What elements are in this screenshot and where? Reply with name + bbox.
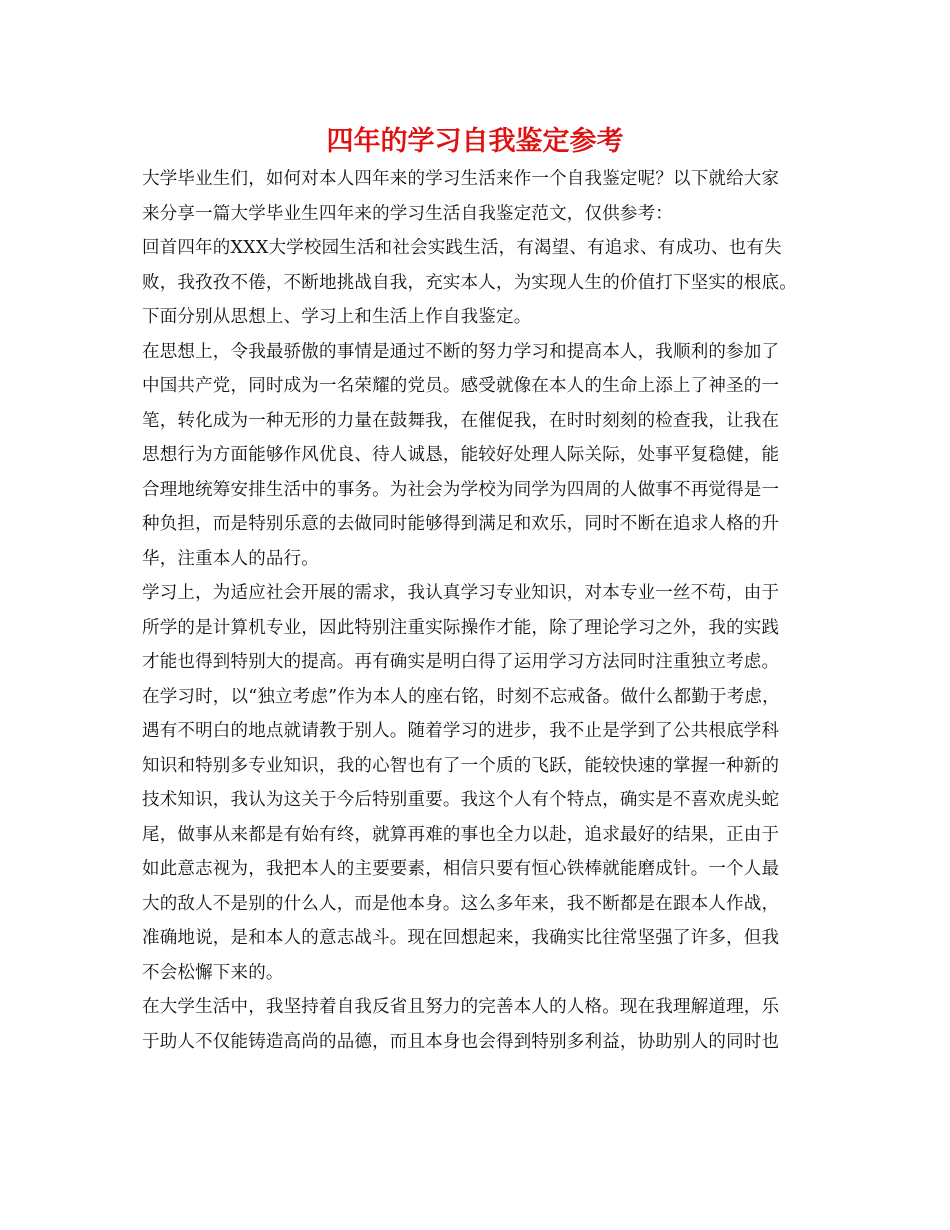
text-line: 思想行为方面能够作风优良、待人诚恳，能较好处理人际关际，处事平复稳健，能 (142, 445, 780, 465)
text-line: 准确地说，是和本人的意志战斗。现在回想起来，我确实比往常坚强了许多，但我 (142, 928, 780, 948)
text-line: 回首四年的XXX大学校园生活和社会实践生活，有渴望、有追求、有成功、也有失 (142, 238, 782, 258)
text-line: 知识和特别多专业知识，我的心智也有了一个质的飞跃，能较快速的掌握一种新的 (142, 755, 780, 776)
text-line: 华，注重本人的品行。 (142, 548, 319, 569)
text-line: 在思想上，令我最骄傲的事情是通过不断的努力学习和提高本人，我顺利的参加了 (142, 341, 780, 362)
text-line: 所学的是计算机专业，因此特别注重实际操作才能，除了理论学习之外，我的实践 (142, 617, 780, 638)
text-line: 笔，转化成为一种无形的力量在鼓舞我，在催促我，在时时刻刻的检查我，让我在 (142, 410, 780, 431)
text-line: 在大学生活中，我坚持着自我反省且努力的完善本人的人格。现在我理解道理，乐 (142, 997, 780, 1017)
text-line: 在学习时，以“独立考虑”作为本人的座右铭，时刻不忘戒备。做什么都勤于考虑， (142, 686, 780, 707)
text-line: 才能也得到特别大的提高。再有确实是明白得了运用学习方法同时注重独立考虑。 (142, 652, 780, 672)
text-line: 合理地统筹安排生活中的事务。为社会为学校为同学为四周的人做事不再觉得是一 (142, 479, 780, 500)
document-title: 四年的学习自我鉴定参考 (326, 126, 624, 157)
text-line: 来分享一篇大学毕业生四年来的学习生活自我鉴定范文，仅供参考： (142, 203, 673, 224)
text-line: 尾，做事从来都是有始有终，就算再难的事也全力以赴，追求最好的结果，正由于 (142, 824, 780, 845)
text-line: 种负担，而是特别乐意的去做同时能够得到满足和欢乐，同时不断在追求人格的升 (142, 514, 780, 534)
text-line: 学习上，为适应社会开展的需求，我认真学习专业知识，对本专业一丝不苟，由于 (142, 583, 780, 603)
text-line: 下面分别从思想上、学习上和生活上作自我鉴定。 (142, 307, 532, 327)
text-line: 技术知识，我认为这关于今后特别重要。我这个人有个特点，确实是不喜欢虎头蛇 (142, 790, 780, 810)
text-line: 如此意志视为，我把本人的主要要素，相信只要有恒心铁棒就能磨成针。一个人最 (142, 859, 780, 879)
text-line: 大学毕业生们，如何对本人四年来的学习生活来作一个自我鉴定呢？以下就给大家 (142, 169, 780, 189)
text-line: 不会松懈下来的。 (142, 962, 284, 983)
text-line: 大的敌人不是别的什么人，而是他本身。这么多年来，我不断都是在跟本人作战， (142, 893, 780, 914)
text-line: 败，我孜孜不倦，不断地挑战自我，充实本人，为实现人生的价值打下坚实的根底。 (142, 272, 797, 293)
text-line: 遇有不明白的地点就请教于别人。随着学习的进步，我不止是学到了公共根底学科 (142, 721, 780, 741)
document-body (142, 162, 812, 1059)
text-line: 于助人不仅能铸造高尚的品德，而且本身也会得到特别多利益，协助别人的同时也 (142, 1031, 780, 1052)
text-line: 中国共产党，同时成为一名荣耀的党员。感受就像在本人的生命上添上了神圣的一 (142, 376, 780, 396)
